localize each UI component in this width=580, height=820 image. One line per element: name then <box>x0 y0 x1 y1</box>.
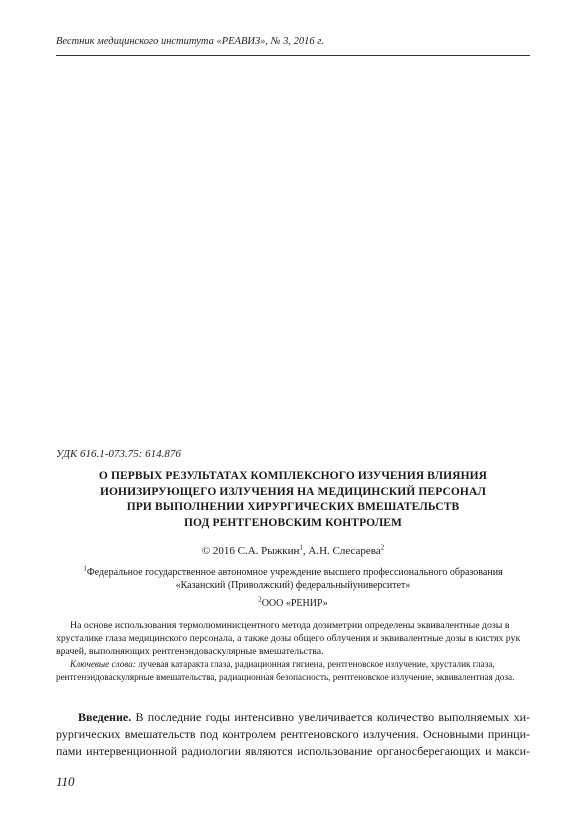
header-rule <box>56 55 530 56</box>
body-text <box>56 709 530 760</box>
affiliation-1-sup: 1 <box>83 564 87 573</box>
affiliation-1-line1: Федеральное государственное автономное учреждение высшего профессионального образования <box>86 567 503 578</box>
author-1: © 2016 С.А. Рыжкин <box>201 545 300 557</box>
title-line: ПОД РЕНТГЕНОВСКИМ КОНТРОЛЕМ <box>183 516 403 529</box>
author-2-sup: 2 <box>380 543 385 552</box>
keywords <box>56 658 530 684</box>
authors <box>56 545 530 557</box>
affiliation-2-text: ООО «РЕНИР» <box>261 598 328 609</box>
keywords-line2: рентгенэндоваскулярные вмешательства, радиационная безопасность, рентгеновское излучение, эквивалентная доза. <box>56 672 515 682</box>
author-2: , А.Н. Слесарева <box>302 545 381 557</box>
udk-code: УДК 616.1-073.75: 614.876 <box>56 448 181 460</box>
abstract-line: врачей, выполняющих рентгенэндоваскулярные вмешательства. <box>56 646 324 657</box>
abstract <box>56 619 530 658</box>
keywords-label: Ключевые слова: <box>70 659 136 669</box>
title-line: ИОНИЗИРУЮЩЕГО ИЗЛУЧЕНИЯ НА МЕДИЦИНСКИЙ ПЕРСОНАЛ <box>99 485 487 498</box>
affiliation-2-sup: 2 <box>258 595 262 604</box>
page-number: 110 <box>56 774 75 789</box>
abstract-line: На основе использования термолюминисцентного метода дозиметрии определены эквивалентные дозы в <box>70 620 510 631</box>
title-line: О ПЕРВЫХ РЕЗУЛЬТАТАХ КОМПЛЕКСНОГО ИЗУЧЕНИЯ ВЛИЯНИЯ <box>98 470 488 482</box>
article-title <box>56 469 530 531</box>
body-line2: рургических вмешательств под контролем рентгеновского излучения. Основными принци- <box>56 727 530 741</box>
affiliation-1-line2: «Казанский (Приволжский) федеральныйуниверситет» <box>175 579 411 591</box>
intro-label: Введение. <box>78 710 132 724</box>
body-line1: В последние годы интенсивно увеличивается количество выполняемых хи- <box>131 710 530 724</box>
affiliation-1 <box>56 564 530 592</box>
author-1-sup: 1 <box>299 543 303 552</box>
abstract-line: хрусталике глаза медицинского персонала, а также дозы общего облучения и эквивалентные дозы в кистях рук <box>56 633 521 644</box>
body-line3: пами интервенционной радиологии являются использование органосберегающих и макси- <box>56 744 530 758</box>
title-line: ПРИ ВЫПОЛНЕНИИ ХИРУРГИЧЕСКИХ ВМЕШАТЕЛЬСТВ <box>126 501 460 513</box>
keywords-line1: лучевая катаракта глаза, радиационная гигиена, рентгеновское излучение, хрусталик глаза, <box>135 659 495 669</box>
journal-header: Вестник медицинского института «РЕАВИЗ», № 3, 2016 г. <box>56 36 324 47</box>
affiliation-2 <box>56 595 530 609</box>
